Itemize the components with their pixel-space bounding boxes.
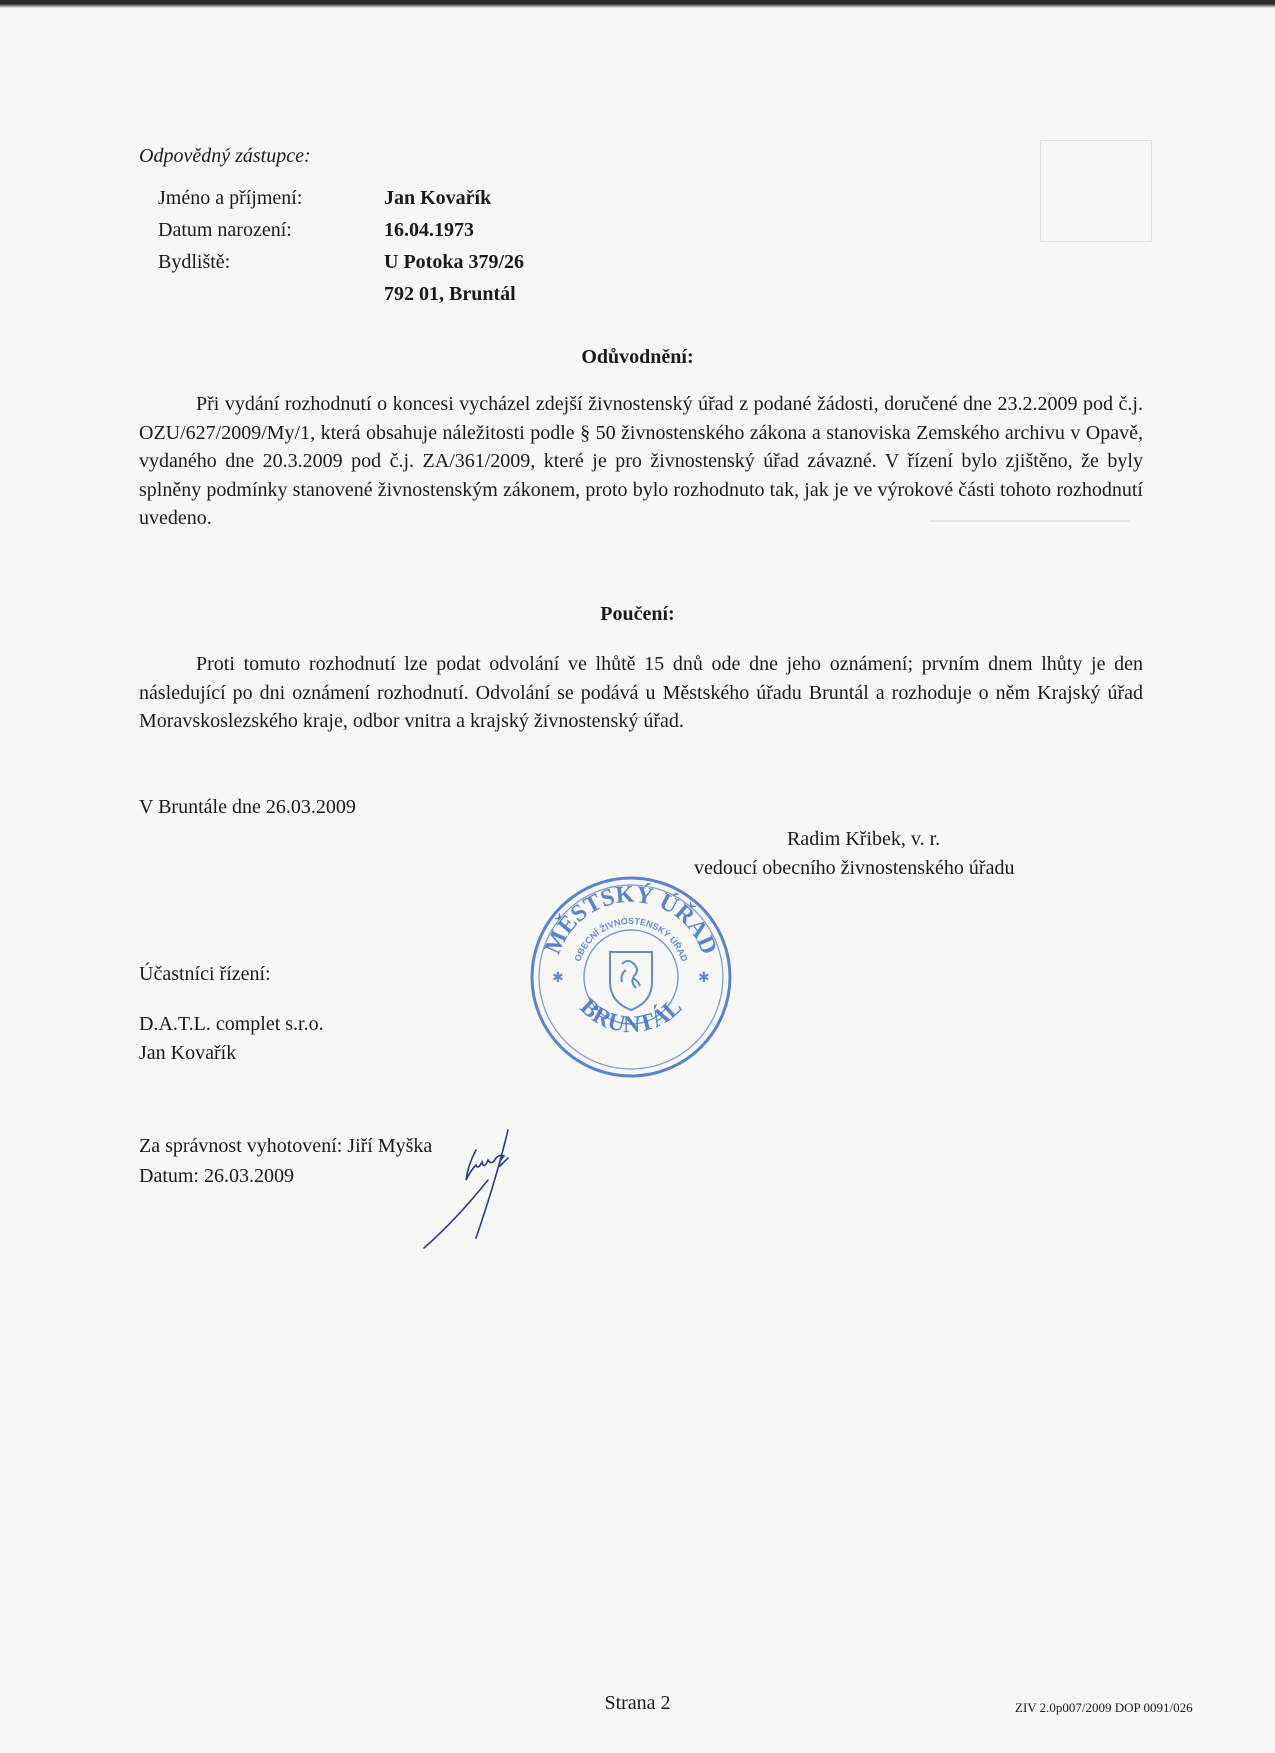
address-line-2: 792 01, Bruntál [384, 283, 516, 305]
justification-title: Odůvodnění: [581, 346, 694, 368]
official-stamp [528, 874, 734, 1080]
document-reference: ZIV 2.0p007/2009 DOP 0091/026 [1015, 1700, 1193, 1715]
representative-heading: Odpovědný zástupce: [139, 145, 311, 167]
birth-label: Datum narození: [158, 219, 292, 241]
page-number: Strana 2 [604, 1692, 671, 1714]
coat-of-arms-icon [610, 952, 652, 1010]
justification-text: Při vydání rozhodnutí o koncesi vycházel zdejší živnostenský úřad z podané žádosti, doručené dne 23.2.2009 pod č.j. OZU/627/2009/My/1, která obsahuje náležitosti podle § 50 živnostenského zákona a stanoviska Zemského archivu v Opavě, vydaného dne 20.3.2009 pod č.j. ZA/361/2009, které je pro živnostenský úřad závazné. V řízení bylo zjištěno, že byly splněny podmínky stanovené živnostenským zákonem, proto bylo rozhodnuto tak, jak je ve výrokové části tohoto rozhodnutí uvedeno. [139, 393, 1143, 529]
instruction-text: Proti tomuto rozhodnutí lze podat odvolání ve lhůtě 15 dnů ode dne jeho oznámení; prvním dnem lhůty je den následující po dni oznámení rozhodnutí. Odvolání se podává u Městského úřadu Bruntál a rozhoduje o něm Krajský úřad Moravskoslezského kraje, odbor vnitra a krajský živnostenský úřad. [139, 653, 1143, 732]
representative-table [158, 182, 524, 310]
stamp-inner-text: OBECNÍ ŽIVNOSTENSKÝ ÚŘAD [572, 915, 690, 963]
participant-item: D.A.T.L. complet s.r.o. [139, 1013, 324, 1035]
birth-value: 16.04.1973 [384, 219, 474, 241]
birth-row [158, 214, 524, 246]
place-date: V Bruntále dne 26.03.2009 [139, 796, 356, 818]
signer-name: Radim Křibek, v. r. [787, 828, 941, 850]
stamp-star-left-icon: ✱ [552, 971, 564, 986]
participant-item: Jan Kovařík [139, 1042, 237, 1064]
address-label: Bydliště: [158, 251, 231, 273]
stamp-top-text: MĚSTSKÝ ÚŘAD [540, 881, 722, 959]
instruction-title: Poučení: [600, 603, 675, 625]
name-value: Jan Kovařík [384, 187, 492, 209]
verification-line: Za správnost vyhotovení: Jiří Myška [139, 1135, 433, 1157]
name-label: Jméno a příjmení: [158, 187, 303, 209]
address-row [158, 246, 524, 310]
signer-role: vedoucí obecního živnostenského úřadu [694, 857, 1015, 879]
verification-block [139, 1131, 432, 1191]
ghost-emblem [1040, 140, 1152, 242]
handwritten-signature [416, 1120, 546, 1255]
address-line-1: U Potoka 379/26 [384, 251, 524, 273]
address-value [384, 246, 524, 310]
participants-heading: Účastníci řízení: [139, 963, 271, 985]
name-row [158, 182, 524, 214]
stamp-star-right-icon: ✱ [698, 971, 710, 986]
verification-date: Datum: 26.03.2009 [139, 1165, 294, 1187]
participants-list [139, 1010, 324, 1068]
stamp-bottom-text: BRUNTÁL [574, 993, 688, 1039]
